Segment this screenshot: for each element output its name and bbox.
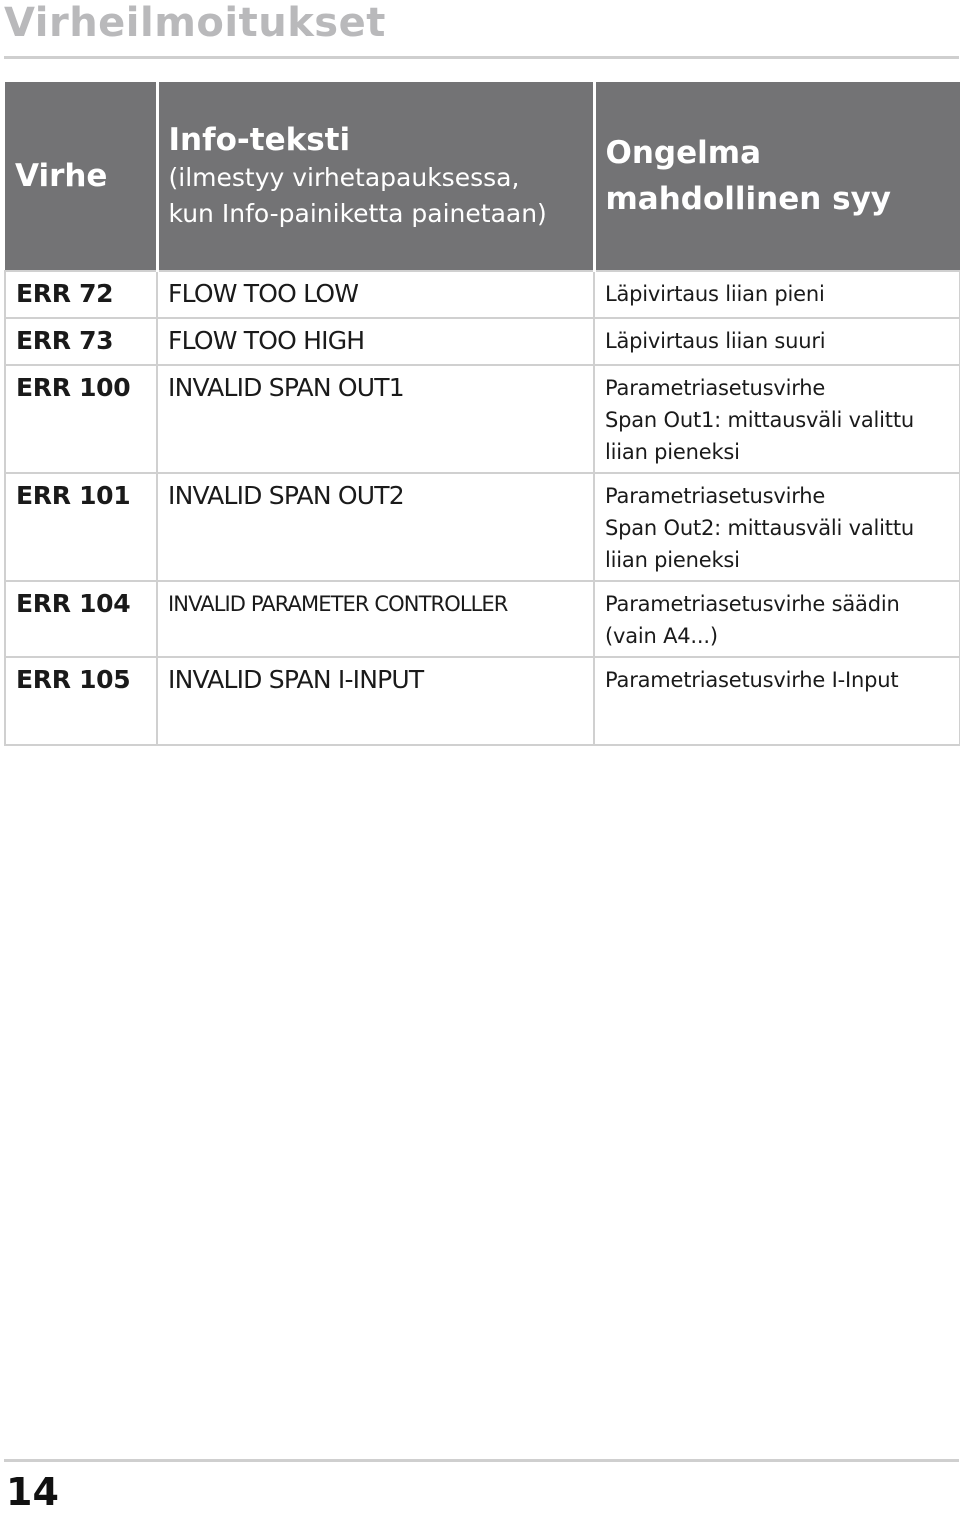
info-text: INVALID SPAN I-INPUT bbox=[168, 665, 424, 694]
header-info-subtitle-line-1: (ilmestyy virhetapauksessa, bbox=[168, 163, 520, 192]
error-table bbox=[4, 82, 960, 746]
table-row bbox=[5, 271, 960, 318]
header-code-label: Virhe bbox=[15, 158, 108, 194]
cause-line: liian pieneksi bbox=[605, 440, 740, 464]
info-text: FLOW TOO HIGH bbox=[168, 326, 365, 355]
table-row bbox=[5, 365, 960, 473]
cause-line: Parametriasetusvirhe säädin bbox=[605, 592, 900, 616]
table-row bbox=[5, 657, 960, 745]
cause-cell bbox=[594, 271, 960, 318]
cause-line: Läpivirtaus liian pieni bbox=[605, 282, 825, 306]
cause-line: Parametriasetusvirhe I-Input bbox=[605, 668, 899, 692]
header-code bbox=[5, 82, 157, 271]
cause-line: Span Out2: mittausväli valittu bbox=[605, 516, 914, 540]
cause-cell bbox=[594, 581, 960, 657]
header-cause-line-1: Ongelma bbox=[605, 135, 761, 171]
cause-line: Parametriasetusvirhe bbox=[605, 376, 826, 400]
info-text-cell bbox=[157, 318, 594, 365]
error-code-cell bbox=[5, 318, 157, 365]
header-cause bbox=[594, 82, 960, 271]
title-divider bbox=[4, 56, 959, 59]
info-text: INVALID PARAMETER CONTROLLER bbox=[168, 592, 508, 616]
error-code-cell bbox=[5, 581, 157, 657]
error-code-cell bbox=[5, 473, 157, 581]
header-cause-line-2: mahdollinen syy bbox=[605, 181, 891, 217]
error-code: ERR 104 bbox=[16, 589, 131, 618]
table-row bbox=[5, 473, 960, 581]
info-text: INVALID SPAN OUT2 bbox=[168, 481, 404, 510]
cause-cell bbox=[594, 365, 960, 473]
info-text-cell bbox=[157, 271, 594, 318]
error-code-cell bbox=[5, 657, 157, 745]
table-row bbox=[5, 318, 960, 365]
footer-divider bbox=[4, 1459, 959, 1462]
cause-line: Parametriasetusvirhe bbox=[605, 484, 826, 508]
cause-cell bbox=[594, 657, 960, 745]
header-info bbox=[157, 82, 594, 271]
cause-line: liian pieneksi bbox=[605, 548, 740, 572]
cause-line: Läpivirtaus liian suuri bbox=[605, 329, 826, 353]
header-info-title: Info-teksti bbox=[168, 122, 351, 158]
table-header-row bbox=[5, 82, 960, 271]
error-code: ERR 72 bbox=[16, 279, 114, 308]
cause-line: Span Out1: mittausväli valittu bbox=[605, 408, 914, 432]
cause-cell bbox=[594, 473, 960, 581]
info-text-cell bbox=[157, 473, 594, 581]
error-code-cell bbox=[5, 365, 157, 473]
info-text: FLOW TOO LOW bbox=[168, 279, 359, 308]
info-text-cell bbox=[157, 365, 594, 473]
error-code: ERR 100 bbox=[16, 373, 131, 402]
page-title: Virheilmoitukset bbox=[4, 0, 386, 46]
header-info-subtitle-line-2: kun Info-painiketta painetaan) bbox=[168, 199, 547, 228]
cause-line: (vain A4...) bbox=[605, 624, 718, 648]
cause-cell bbox=[594, 318, 960, 365]
table-row bbox=[5, 581, 960, 657]
error-code-cell bbox=[5, 271, 157, 318]
page-number: 14 bbox=[6, 1470, 59, 1514]
info-text: INVALID SPAN OUT1 bbox=[168, 373, 404, 402]
info-text-cell bbox=[157, 657, 594, 745]
error-code: ERR 105 bbox=[16, 665, 131, 694]
info-text-cell bbox=[157, 581, 594, 657]
error-code: ERR 73 bbox=[16, 326, 114, 355]
error-code: ERR 101 bbox=[16, 481, 131, 510]
